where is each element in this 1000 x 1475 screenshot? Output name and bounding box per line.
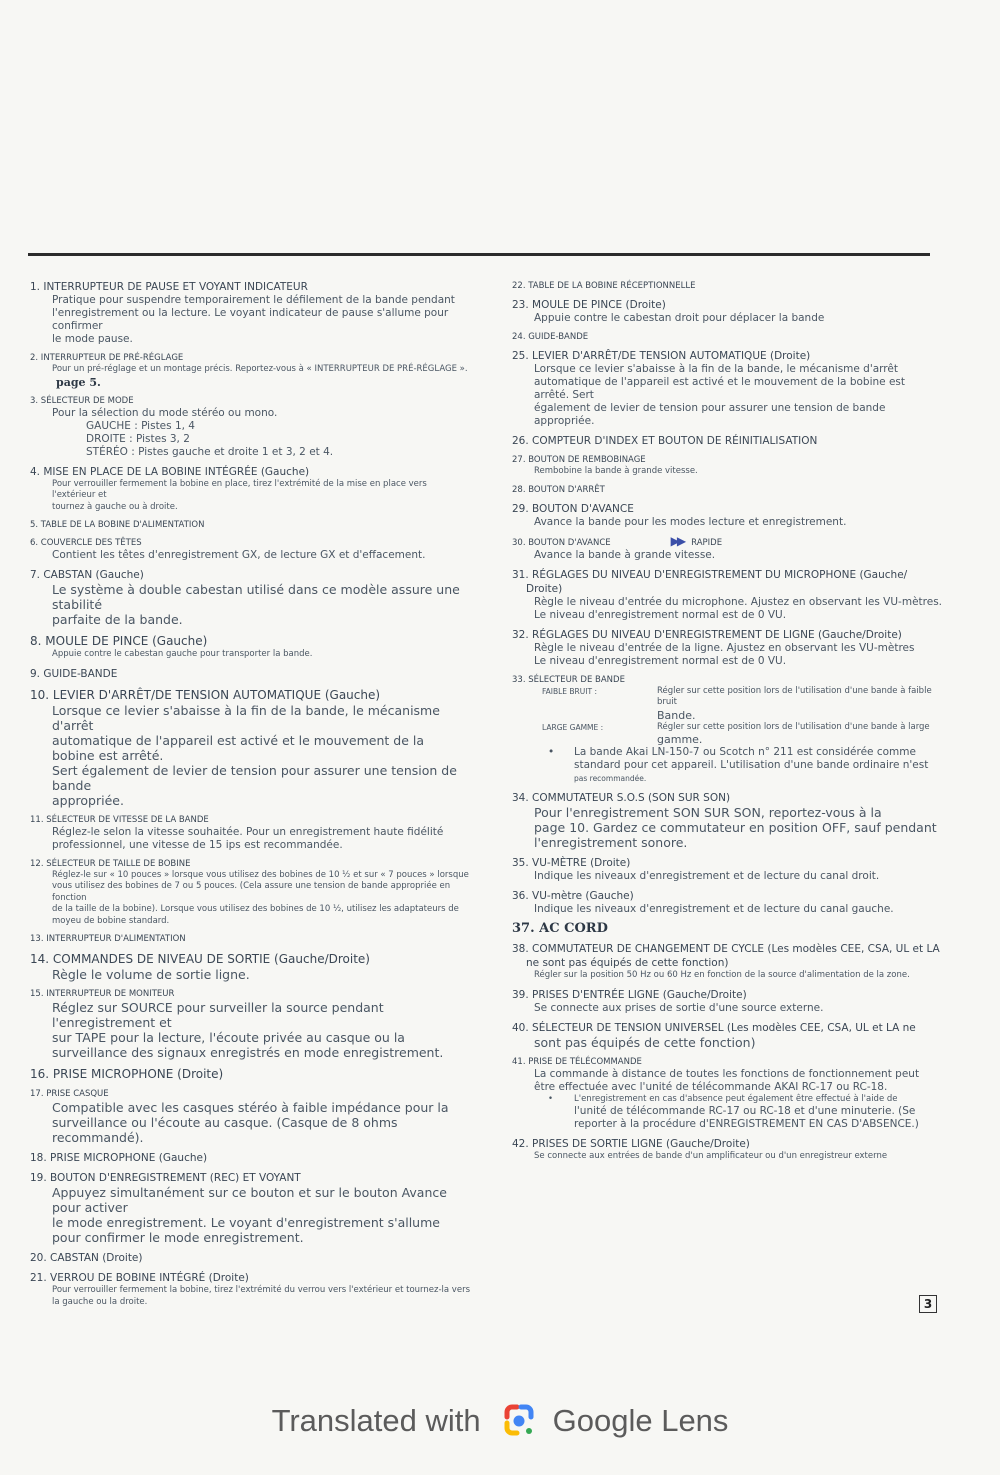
page-number: 3	[919, 1295, 937, 1313]
translation-footer	[0, 1398, 1000, 1444]
bullet-text	[574, 746, 928, 785]
item-title-text: 5. TABLE DE LA BOBINE D'ALIMENTATION	[30, 520, 205, 530]
bullet-note	[548, 746, 942, 785]
item-title	[30, 1151, 470, 1165]
item-title	[512, 889, 942, 903]
item-body-line: Lorsque ce levier s'abaisse à la fin de la bande, le mécanisme d'arrêt	[52, 702, 440, 733]
item-body-line: Indique les niveaux d'enregistrement et de lecture du canal droit.	[534, 870, 880, 882]
list-item	[512, 298, 942, 325]
item-body-line: Pour verrouiller fermement la bobine en place, tirez l'extrémité de la mise en place vers l'extérieur et	[52, 478, 427, 500]
item-title-text: 1. INTERRUPTEUR DE PAUSE ET VOYANT INDICATEUR	[30, 281, 308, 293]
item-title-text: 12. SÉLECTEUR DE TAILLE DE BOBINE	[30, 858, 191, 869]
list-item	[30, 1171, 470, 1245]
item-body-line: surveillance des signaux enregistrés en mode enregistrement.	[52, 1045, 444, 1060]
item-title-text: 38. COMMUTATEUR DE CHANGEMENT DE CYCLE (Les modèles CEE, CSA, UL et LA	[512, 943, 940, 955]
bullet-line: pas recommandée.	[574, 774, 647, 783]
item-body-line: également de levier de tension pour assurer une tension de bande	[534, 402, 886, 414]
list-item	[512, 1021, 942, 1050]
item-title	[30, 1251, 470, 1265]
item-title	[30, 1066, 470, 1082]
item-body-line: Appuyez simultanément sur ce bouton et sur le bouton Avance pour activer	[52, 1185, 447, 1215]
item-title	[512, 454, 942, 466]
item-title	[512, 535, 942, 549]
tape-type-line: Régler sur cette position lors de l'utilisation d'une bande à large	[657, 721, 930, 732]
list-item	[512, 628, 942, 668]
item-body-line: Appuie contre le cabestan gauche pour transporter la bande.	[52, 649, 313, 659]
list-item	[30, 568, 470, 627]
item-title	[30, 537, 470, 549]
item-title	[512, 1137, 942, 1151]
item-body-line: le mode enregistrement. Le voyant d'enregistrement s'allume	[52, 1215, 440, 1230]
item-title-text: 32. RÉGLAGES DU NIVEAU D'ENREGISTREMENT DE LIGNE (Gauche/Droite)	[512, 628, 902, 641]
item-body-line: Règle le volume de sortie ligne.	[52, 967, 250, 982]
item-title-text: 13. INTERRUPTEUR D'ALIMENTATION	[30, 934, 186, 944]
list-item	[512, 535, 942, 562]
item-title-text: 7. CABSTAN (Gauche)	[30, 569, 144, 581]
page-reference: page 5.	[56, 375, 101, 389]
item-title	[30, 687, 470, 703]
item-body-line: Sert également de levier de tension pour assurer une tension de bande	[52, 762, 457, 793]
item-body-line: Réglez-le selon la vitesse souhaitée. Pour un enregistrement haute fidélité	[52, 825, 444, 838]
fast-forward-icon: ▶▶	[670, 533, 684, 548]
list-item	[512, 791, 942, 850]
item-title	[30, 858, 470, 870]
google-lens-icon	[499, 1401, 539, 1441]
list-item	[30, 1251, 470, 1265]
item-title	[30, 1171, 470, 1185]
list-item	[30, 858, 470, 928]
item-title	[512, 349, 942, 363]
item-body-line: professionnel, une vitesse de 15 ips est recommandée.	[52, 838, 343, 851]
item-title-text: 19. BOUTON D'ENREGISTREMENT (REC) ET VOYANT	[30, 1172, 301, 1184]
item-title	[30, 519, 470, 531]
item-body-line: le mode pause.	[52, 333, 133, 345]
footer-prefix: Translated with	[271, 1403, 481, 1438]
tape-type-row	[542, 686, 942, 722]
item-title-text: 35. VU-MÈTRE (Droite)	[512, 857, 631, 869]
item-title-text: 15. INTERRUPTEUR DE MONITEUR	[30, 989, 175, 999]
item-title	[512, 331, 942, 343]
item-title	[512, 1056, 942, 1068]
item-body-line: tournez à gauche ou à droite.	[52, 501, 178, 512]
list-item	[512, 674, 942, 786]
list-item	[30, 280, 470, 346]
list-item	[30, 1271, 470, 1308]
item-title-text: 34. COMMUTATEUR S.O.S (SON SUR SON)	[512, 792, 731, 804]
item-body-line: page 10. Gardez ce commutateur en position OFF, sauf pendant	[534, 820, 937, 835]
list-item	[30, 519, 470, 531]
item-body-line: appropriée.	[534, 415, 595, 427]
item-body-line: Avance la bande à grande vitesse.	[534, 548, 716, 561]
list-item	[30, 1151, 470, 1165]
item-title	[512, 791, 942, 805]
list-item	[512, 568, 942, 622]
left-column	[30, 280, 470, 1314]
item-body-line: de la taille de la bobine). Lorsque vous utilisez des bobines de 10 ½, utilisez les adaptateurs de	[52, 904, 459, 914]
item-indented-line: DROITE : Pistes 3, 2	[86, 432, 190, 445]
tape-type-label: LARGE GAMME :	[542, 722, 604, 732]
item-title-text: 42. PRISES DE SORTIE LIGNE (Gauche/Droite)	[512, 1138, 750, 1150]
item-title-text: 23. MOULE DE PINCE (Droite)	[512, 299, 666, 311]
item-title-text: 36. VU-mètre (Gauche)	[512, 890, 634, 902]
item-title-text: 18. PRISE MICROPHONE (Gauche)	[30, 1152, 208, 1164]
item-title-continued: ne sont pas équipés de cette fonction)	[526, 957, 729, 969]
item-title-text: 22. TABLE DE LA BOBINE RÉCEPTIONNELLE	[512, 281, 696, 291]
item-body-line: Contient les têtes d'enregistrement GX, de lecture GX et d'effacement.	[52, 549, 426, 561]
item-title-text: 14. COMMANDES DE NIVEAU DE SORTIE (Gauche/Droite)	[30, 952, 370, 966]
item-body-line: Règle le niveau d'entrée de la ligne. Ajustez en observant les VU-mètres	[534, 641, 915, 654]
item-title-text: 21. VERROU DE BOBINE INTÉGRÉ (Droite)	[30, 1272, 249, 1284]
tape-type-line: gamme.	[657, 733, 703, 746]
item-body-line: Régler sur la position 50 Hz ou 60 Hz en fonction de la source d'alimentation de la zone.	[534, 970, 910, 980]
list-item	[512, 1137, 942, 1163]
item-body-line: Le niveau d'enregistrement normal est de 0 VU.	[534, 608, 787, 621]
item-title	[30, 633, 470, 649]
item-title	[30, 280, 470, 294]
list-item	[30, 352, 470, 389]
item-title	[30, 352, 470, 364]
list-item	[512, 988, 942, 1015]
item-body-line: surveillance ou l'écoute au casque. (Casque de 8 ohms recommandé).	[52, 1115, 398, 1145]
list-item	[30, 951, 470, 982]
item-title-text: 3. SÉLECTEUR DE MODE	[30, 395, 134, 406]
list-item	[30, 395, 470, 459]
header-rule	[28, 253, 930, 256]
item-body-line: la gauche ou la droite.	[52, 1296, 148, 1307]
item-body-line: automatique de l'appareil est activé et le mouvement de la bobine est arrêté. Sert	[534, 376, 905, 401]
item-body-line: parfaite de la bande.	[52, 612, 183, 627]
item-title-text: 39. PRISES D'ENTRÉE LIGNE (Gauche/Droite)	[512, 988, 747, 1001]
list-item	[512, 280, 942, 292]
item-body-line: Règle le niveau d'entrée du microphone. Ajustez en observant les VU-mètres.	[534, 595, 942, 608]
tape-type-line: Bande.	[657, 708, 696, 722]
list-item	[512, 454, 942, 478]
list-item	[30, 667, 470, 681]
list-item	[30, 537, 470, 562]
item-body-line: moyeu de bobine standard.	[52, 915, 170, 926]
item-body-line: Se connecte aux prises de sortie d'une source externe.	[534, 1001, 824, 1014]
list-item	[512, 502, 942, 529]
tape-type-label: FAIBLE BRUIT :	[542, 686, 597, 696]
item-indented-line: STÉRÉO : Pistes gauche et droite 1 et 3, 2 et 4.	[86, 445, 334, 458]
item-title	[30, 988, 470, 1000]
item-title	[30, 667, 470, 681]
item-title-continued: Droite)	[526, 582, 563, 595]
bullet-text	[574, 1094, 919, 1132]
item-title-text: 6. COUVERCLE DES TÊTES	[30, 538, 142, 548]
item-body-line: Pratique pour suspendre temporairement le défilement de la bande pendant	[52, 294, 455, 306]
list-item	[30, 687, 470, 808]
item-body-line: sont pas équipés de cette fonction)	[534, 1034, 756, 1050]
bullet-icon: •	[548, 746, 555, 758]
item-title-text: 31. RÉGLAGES DU NIVEAU D'ENREGISTREMENT DU MICROPHONE (Gauche/	[512, 568, 908, 581]
item-body-line: Indique les niveaux d'enregistrement et de lecture du canal gauche.	[534, 903, 894, 915]
item-body-line: Compatible avec les casques stéréo à faible impédance pour la	[52, 1100, 449, 1115]
item-title	[512, 484, 942, 496]
item-title	[512, 628, 942, 642]
item-body-line: Rembobine la bande à grande vitesse.	[534, 466, 698, 476]
item-title	[30, 951, 470, 967]
item-body-line: Le niveau d'enregistrement normal est de 0 VU.	[534, 654, 787, 667]
item-title-text: 24. GUIDE-BANDE	[512, 332, 589, 342]
list-item	[512, 856, 942, 883]
item-body-line: être effectuée avec l'unité de télécommande AKAI RC-17 ou RC-18.	[534, 1080, 888, 1093]
item-body-line: l'enregistrement ou la lecture. Le voyant indicateur de pause s'allume pour confirmer	[52, 307, 449, 332]
item-title	[512, 922, 942, 936]
list-item	[30, 465, 470, 514]
item-title-text: 37. AC CORD	[512, 921, 608, 936]
item-title-text: 10. LEVIER D'ARRÊT/DE TENSION AUTOMATIQUE (Gauche)	[30, 687, 381, 702]
item-title	[30, 933, 470, 945]
bullet-line: L'enregistrement en cas d'absence peut également être effectué à l'aide de	[574, 1093, 898, 1104]
item-title	[512, 942, 942, 956]
list-item	[30, 633, 470, 661]
list-item	[30, 933, 470, 945]
item-title-text: 25. LEVIER D'ARRÊT/DE TENSION AUTOMATIQUE (Droite)	[512, 350, 811, 362]
item-body-line: Se connecte aux entrées de bande d'un amplificateur ou d'un enregistreur externe	[534, 1151, 888, 1161]
item-body-line: Réglez sur SOURCE pour surveiller la source pendant l'enregistrement et	[52, 1000, 384, 1030]
list-item	[30, 1066, 470, 1082]
item-body-line: Pour l'enregistrement SON SUR SON, reportez-vous à la	[534, 805, 882, 820]
item-title-text: 16. PRISE MICROPHONE (Droite)	[30, 1067, 224, 1081]
item-title	[30, 568, 470, 582]
bullet-icon: •	[548, 1093, 554, 1104]
item-title-text: 40. SÉLECTEUR DE TENSION UNIVERSEL (Les modèles CEE, CSA, UL et LA ne	[512, 1021, 916, 1034]
item-body-line: Lorsque ce levier s'abaisse à la fin de la bande, le mécanisme d'arrêt	[534, 363, 898, 375]
bullet-line: La bande Akai LN-150-7 ou Scotch n° 211 est considérée comme	[574, 746, 916, 758]
tape-type-description	[657, 722, 942, 747]
item-body-line: sur TAPE pour la lecture, l'écoute privée au casque ou la	[52, 1030, 405, 1045]
item-body-line: Avance la bande pour les modes lecture et enregistrement.	[534, 515, 847, 528]
list-item	[30, 814, 470, 852]
list-item	[512, 1056, 942, 1132]
item-body-line: Appuie contre le cabestan droit pour déplacer la bande	[534, 312, 825, 324]
item-body-line: l'enregistrement sonore.	[534, 835, 688, 850]
list-item	[512, 331, 942, 343]
item-title	[512, 568, 942, 582]
item-body-line: Réglez-le sur « 10 pouces » lorsque vous utilisez des bobines de 10 ½ et sur « 7 pouces » lorsque	[52, 869, 469, 880]
item-title-text: 27. BOUTON DE REMBOBINAGE	[512, 455, 646, 465]
item-body-line: Le système à double cabestan utilisé dans ce modèle assure une stabilité	[52, 582, 460, 612]
item-body-line: pour confirmer le mode enregistrement.	[52, 1230, 304, 1245]
item-title	[512, 988, 942, 1002]
item-title-text: 41. PRISE DE TÉLÉCOMMANDE	[512, 1056, 642, 1067]
list-item	[512, 889, 942, 916]
list-item	[512, 922, 942, 936]
item-body-line: Pour la sélection du mode stéréo ou mono.	[52, 406, 278, 419]
item-title	[512, 502, 942, 516]
list-item	[512, 434, 942, 448]
item-body-line: La commande à distance de toutes les fonctions de fonctionnement peut	[534, 1067, 920, 1080]
tape-type-description	[657, 686, 942, 722]
item-title-text: 2. INTERRUPTEUR DE PRÉ-RÉGLAGE	[30, 353, 184, 363]
item-title	[512, 674, 942, 686]
item-title-text: 28. BOUTON D'ARRÊT	[512, 484, 605, 495]
list-item	[30, 1088, 470, 1145]
item-title-text: 26. COMPTEUR D'INDEX ET BOUTON DE RÉINITIALISATION	[512, 435, 818, 447]
item-title	[30, 465, 470, 479]
item-title	[512, 298, 942, 312]
item-title-text: 30. BOUTON D'AVANCE	[512, 537, 611, 548]
tape-type-line: Régler sur cette position lors de l'utilisation d'une bande à faible bruit	[657, 685, 932, 707]
item-title-text: 17. PRISE CASQUE	[30, 1089, 109, 1099]
item-indented-line: GAUCHE : Pistes 1, 4	[86, 419, 195, 432]
item-title	[30, 1088, 470, 1100]
list-item	[30, 988, 470, 1060]
tape-type-row	[542, 722, 942, 747]
item-title	[512, 856, 942, 870]
item-body-line: vous utilisez des bobines de 7 ou 5 pouces. (Cela assure une tension de bande appropriée en fonction	[52, 881, 451, 903]
right-column	[512, 280, 942, 1169]
footer-brand: Google Lens	[552, 1403, 729, 1438]
item-body-line: Pour un pré-réglage et un montage précis. Reportez-vous à « INTERRUPTEUR DE PRÉ-RÉGLAGE ».	[52, 364, 468, 374]
item-title-text: 8. MOULE DE PINCE (Gauche)	[30, 634, 208, 648]
bullet-line: l'unité de télécommande RC-17 ou RC-18 et d'une minuterie. (Se	[574, 1105, 916, 1117]
list-item	[512, 942, 942, 982]
item-title	[512, 1021, 942, 1035]
item-title	[512, 434, 942, 448]
bullet-line: reporter à la procédure d'ENREGISTREMENT EN CAS D'ABSENCE.)	[574, 1118, 919, 1130]
item-title	[30, 1271, 470, 1285]
item-title-text: 9. GUIDE-BANDE	[30, 667, 118, 680]
bullet-line: standard pour cet appareil. L'utilisation d'une bande ordinaire n'est	[574, 759, 929, 771]
item-title-text: 29. BOUTON D'AVANCE	[512, 502, 634, 515]
item-title	[30, 395, 470, 407]
item-title	[30, 814, 470, 826]
item-title-text: 11. SÉLECTEUR DE VITESSE DE LA BANDE	[30, 814, 209, 825]
item-title-text: 20. CABSTAN (Droite)	[30, 1252, 143, 1264]
item-body-line: appropriée.	[52, 792, 124, 808]
item-title-text: 4. MISE EN PLACE DE LA BOBINE INTÉGRÉE (Gauche)	[30, 465, 310, 478]
item-title-text: 33. SÉLECTEUR DE BANDE	[512, 674, 625, 685]
item-body-line: automatique de l'appareil est activé et le mouvement de la bobine est arrêté.	[52, 732, 425, 763]
arrow-label: RAPIDE	[691, 537, 723, 548]
list-item	[512, 484, 942, 496]
item-body-line: Pour verrouiller fermement la bobine, tirez l'extrémité du verrou vers l'extérieur et tournez-la vers	[52, 1285, 470, 1295]
item-title	[512, 280, 942, 292]
list-item	[512, 349, 942, 428]
bullet-note	[548, 1094, 942, 1132]
